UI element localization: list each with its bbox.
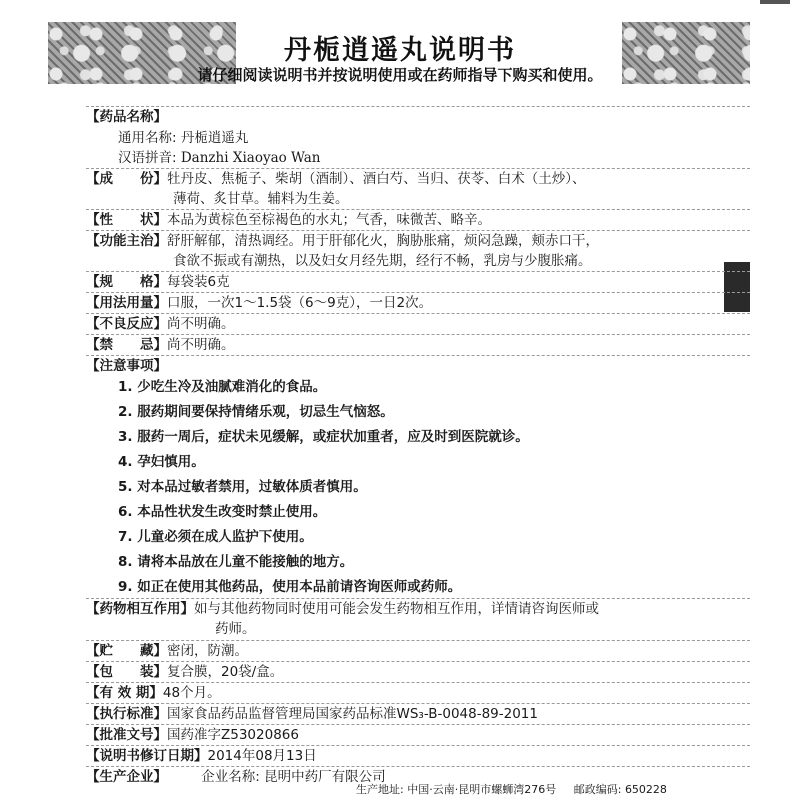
field-label: 汉语拼音: (118, 150, 177, 166)
field-label: 邮政编码: (573, 783, 622, 796)
field-label: 生产地址: (356, 783, 404, 796)
precaution-item: 5. 对本品过敏者禁用，过敏体质者慎用。 (118, 479, 367, 495)
section-approval (86, 725, 299, 745)
usage-value: 口服，一次1～1.5袋（6～9克），一日2次。 (167, 295, 433, 311)
generic-name-row (118, 128, 248, 148)
document-title: 丹栀逍遥丸说明书 (284, 35, 516, 66)
generic-name-value: 丹栀逍遥丸 (180, 130, 249, 146)
precaution-item: 2. 服药期间要保持情绪乐观，切忌生气恼怒。 (118, 404, 394, 420)
precaution-item: 7. 儿童必须在成人监护下使用。 (118, 529, 313, 545)
section-label: 【用法用量】 (86, 295, 167, 311)
divider (86, 106, 750, 107)
revision-value: 2014年08月13日 (207, 748, 317, 764)
corner-mark (760, 0, 790, 4)
section-label: 【性 状】 (86, 212, 167, 228)
section-label: 【成 份】 (86, 171, 167, 187)
section-label: 【执行标准】 (86, 706, 167, 722)
section-label: 【说明书修订日期】 (86, 748, 208, 764)
section-label: 【有 效 期】 (86, 685, 163, 701)
section-precautions (86, 356, 167, 376)
section-interactions (86, 599, 599, 619)
section-label: 【贮 藏】 (86, 643, 167, 659)
section-indications (86, 231, 599, 251)
section-composition (86, 169, 586, 189)
precaution-item: 1. 少吃生冷及油腻难消化的食品。 (118, 379, 327, 395)
section-label: 【不良反应】 (86, 316, 167, 332)
section-usage (86, 293, 432, 313)
validity-value: 48个月。 (162, 685, 221, 701)
section-standard (86, 704, 538, 724)
company-value: 昆明中药厂有限公司 (264, 769, 386, 785)
section-label: 【包 装】 (86, 664, 167, 680)
section-spec (86, 272, 230, 292)
precaution-item: 8. 请将本品放在儿童不能接触的地方。 (118, 554, 354, 570)
contra-value: 尚不明确。 (167, 337, 235, 353)
section-label: 【药物相互作用】 (86, 601, 194, 617)
precaution-item: 4. 孕妇慎用。 (118, 454, 205, 470)
adverse-value: 尚不明确。 (167, 316, 235, 332)
address-value: 中国·云南·昆明市螺蛳湾276号 (407, 783, 557, 796)
field-label: 企业名称: (201, 769, 260, 785)
precaution-item: 9. 如正在使用其他药品，使用本品前请咨询医师或药师。 (118, 579, 462, 595)
section-label: 【规 格】 (86, 274, 167, 290)
document-subtitle: 请仔细阅读说明书并按说明使用或在药师指导下购买和使用。 (197, 66, 603, 84)
section-label: 【注意事项】 (86, 358, 167, 374)
section-storage (86, 641, 248, 661)
indications-value: 舒肝解郁，清热调经。用于肝郁化火，胸胁胀痛，烦闷急躁，颊赤口干， (167, 233, 599, 249)
standard-value: 国家食品药品监督管理局国家药品标准WS₃-B-0048-89-2011 (167, 706, 538, 722)
section-label: 【药品名称】 (86, 109, 167, 125)
composition-continuation: 薄荷、炙甘草。辅料为生姜。 (173, 191, 349, 207)
section-manufacturer (86, 767, 386, 787)
properties-value: 本品为黄棕色至棕褐色的水丸；气香，味微苦、略辛。 (167, 212, 491, 228)
address-row (356, 782, 667, 798)
section-adverse (86, 314, 235, 334)
pinyin-row (118, 148, 321, 168)
section-label: 【生产企业】 (86, 769, 167, 785)
approval-value: 国药准字Z53020866 (167, 727, 299, 743)
pinyin-value: Danzhi Xiaoyao Wan (180, 150, 321, 166)
indications-continuation: 食欲不振或有潮热，以及妇女月经先期，经行不畅，乳房与少腹胀痛。 (173, 253, 592, 269)
interaction-continuation: 药师。 (215, 621, 256, 637)
side-black-marker (724, 262, 750, 312)
section-validity (86, 683, 221, 703)
package-value: 复合膜，20袋/盒。 (167, 664, 284, 680)
postcode-value: 650228 (624, 783, 667, 796)
section-drug-name (86, 107, 167, 127)
section-label: 【功能主治】 (86, 233, 167, 249)
divider (86, 355, 750, 356)
section-label: 【批准文号】 (86, 727, 167, 743)
spec-value: 每袋装6克 (167, 274, 230, 290)
interaction-value: 如与其他药物同时使用可能会发生药物相互作用，详情请咨询医师或 (194, 601, 599, 617)
field-label: 通用名称: (118, 130, 177, 146)
precaution-item: 6. 本品性状发生改变时禁止使用。 (118, 504, 327, 520)
section-package (86, 662, 283, 682)
section-contraindications (86, 335, 235, 355)
section-revision-date (86, 746, 317, 766)
section-properties (86, 210, 491, 230)
composition-value: 牡丹皮、焦栀子、柴胡（酒制）、酒白芍、当归、茯苓、白术（土炒）、 (167, 171, 586, 187)
precaution-item: 3. 服药一周后，症状未见缓解，或症状加重者，应及时到医院就诊。 (118, 429, 529, 445)
storage-value: 密闭，防潮。 (167, 643, 248, 659)
section-label: 【禁 忌】 (86, 337, 167, 353)
